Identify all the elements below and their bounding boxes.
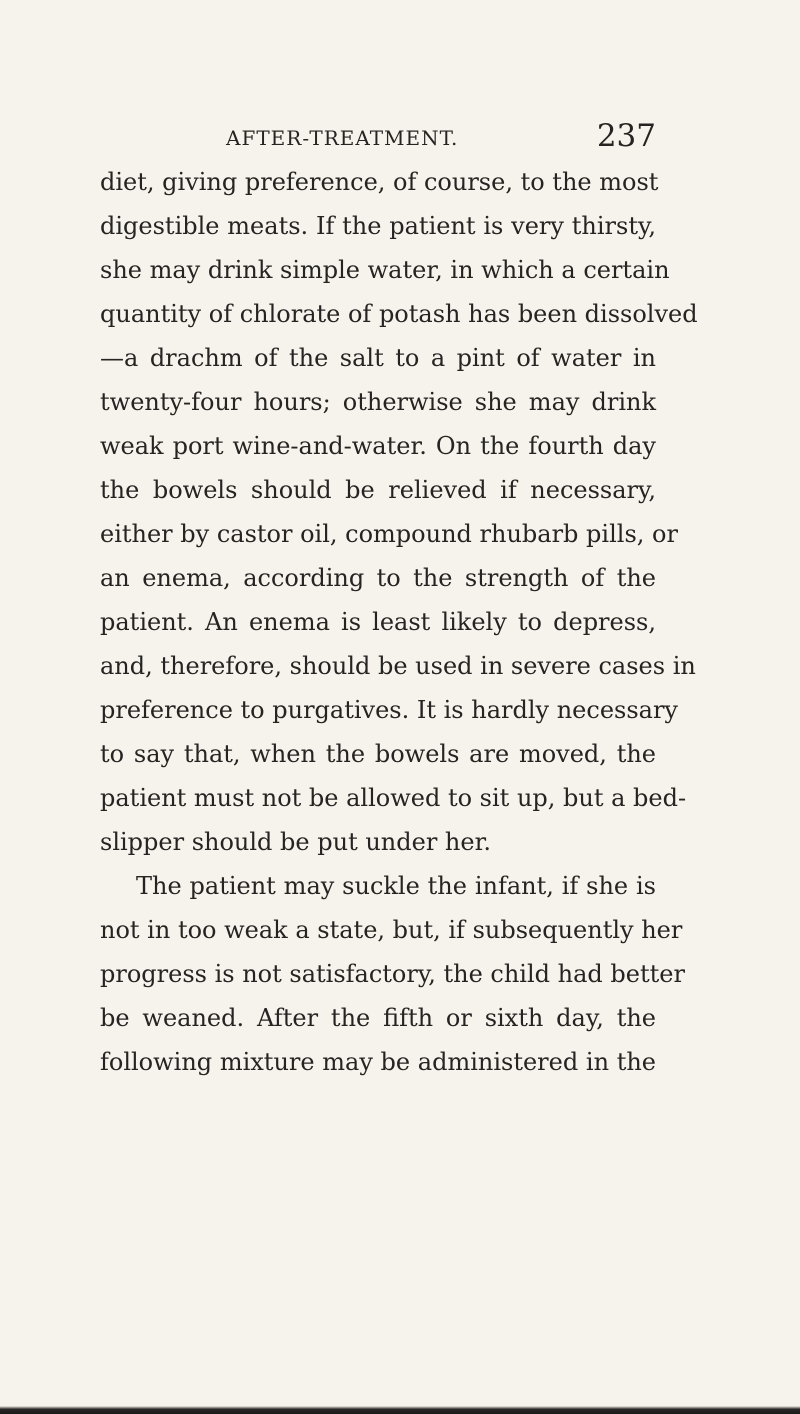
- text-line: be weaned. After the fifth or sixth day, the: [100, 1004, 656, 1032]
- text-line: an enema, according to the strength of the: [100, 564, 656, 592]
- text-line: preference to purgatives. It is hardly necessary: [100, 696, 678, 724]
- running-title: AFTER-TREATMENT.: [226, 126, 459, 150]
- page-header: [226, 118, 656, 158]
- text-line: patient must not be allowed to sit up, but a bed-: [100, 784, 687, 812]
- text-line: not in too weak a state, but, if subsequently her: [100, 916, 683, 944]
- text-line: she may drink simple water, in which a certain: [100, 256, 670, 284]
- text-line: patient. An enema is least likely to depress,: [100, 608, 656, 636]
- bottom-edge-rule: [0, 1406, 800, 1414]
- text-line: —a drachm of the salt to a pint of water in: [100, 344, 656, 372]
- text-line: digestible meats. If the patient is very thirsty,: [100, 212, 656, 240]
- text-line: and, therefore, should be used in severe cases in: [100, 652, 696, 680]
- text-line: The patient may suckle the infant, if she is: [136, 872, 656, 900]
- text-line: twenty-four hours; otherwise she may drink: [100, 388, 656, 416]
- text-line: diet, giving preference, of course, to the most: [100, 168, 659, 196]
- text-line: quantity of chlorate of potash has been dissolved: [100, 300, 698, 328]
- text-line: following mixture may be administered in the: [100, 1048, 656, 1076]
- text-line: to say that, when the bowels are moved, the: [100, 740, 656, 768]
- text-line: either by castor oil, compound rhubarb pills, or: [100, 520, 678, 548]
- text-line: progress is not satisfactory, the child had better: [100, 960, 685, 988]
- page-number: 237: [596, 118, 656, 154]
- text-line: the bowels should be relieved if necessary,: [100, 476, 656, 504]
- text-line: slipper should be put under her.: [100, 828, 492, 856]
- text-line: weak port wine-and-water. On the fourth day: [100, 432, 656, 460]
